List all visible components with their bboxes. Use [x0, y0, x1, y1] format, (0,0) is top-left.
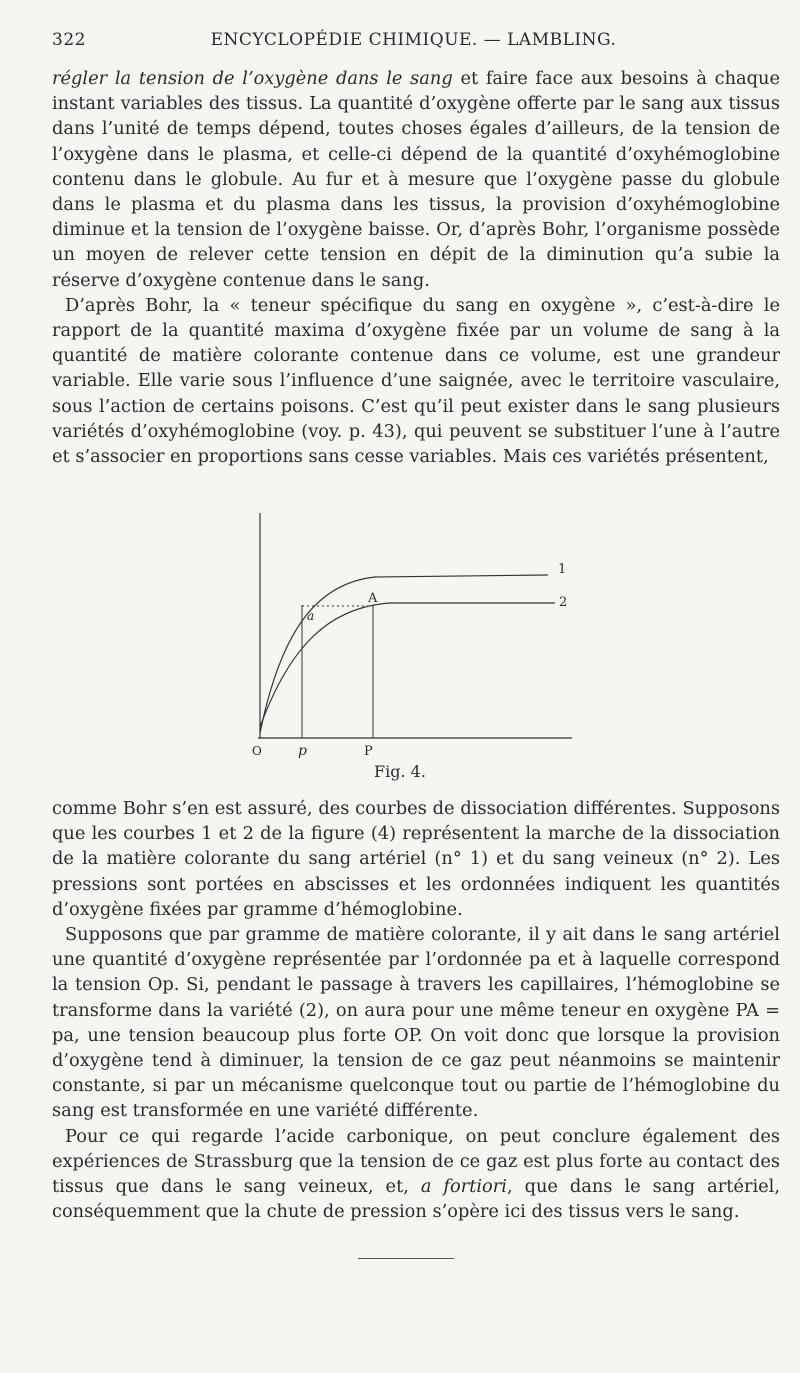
paragraph-1-italic: régler la tension de l’oxygène dans le sang: [52, 68, 453, 89]
label-origin: O: [252, 744, 262, 758]
curve-1: [260, 575, 548, 733]
label-curve-1: 1: [558, 562, 567, 577]
curve-2: [260, 603, 555, 727]
closing-rule: [358, 1258, 454, 1259]
label-curve-2: 2: [559, 595, 568, 610]
paragraph-1: [52, 66, 780, 293]
paragraph-1-text: et faire face aux besoins à chaque instant variables des tissus. La quantité d’oxygène offerte par le sang aux tissus dans l’unité de temps dépend, toutes choses égales d’ailleurs, de la tension de l’oxygène dans le plasma, et celle-ci dépend de la quantité d’oxyhémoglobine contenu dans le globule. Au fur et à mesure que l’oxygène passe du globule dans le plasma et du plasma dans les tissus, la provision d’oxyhémoglobine diminue et la tension de l’oxygène baisse. Or, d’après Bohr, l’organisme possède un moyen de relever cette tension en dépit de la diminution qu’a subie la réserve d’oxygène contenue dans le sang.: [52, 68, 781, 291]
figure-dissociation-curves: [0, 505, 800, 795]
text-block-bottom: [52, 796, 780, 1224]
label-P: P: [364, 744, 373, 759]
label-A: A: [368, 591, 378, 606]
paragraph-4: Supposons que par gramme de matière colorante, il y ait dans le sang artériel une quantité d’oxygène représentée par l’ordonnée pa et à laquelle correspond la tension Op. Si, pendant le passage à travers les capillaires, l’hémoglobine se transforme dans la variété (2), on aura pour une même teneur en oxygène PA = pa, une tension beaucoup plus forte OP. On voit donc que lorsque la provision d’oxygène tend à diminuer, la tension de ce gaz peut néanmoins se maintenir constante, si par un mécanisme quelconque tout ou partie de l’hémoglobine du sang est transformée en une variété différente.: [52, 924, 780, 1122]
running-title: ENCYCLOPÉDIE CHIMIQUE. — LAMBLING.: [210, 30, 617, 50]
paragraph-5-text-b: , que dans le sang artériel, conséquemment que la chute de pression s’opère ici des tissus vers le sang.: [52, 1176, 780, 1223]
paragraph-5-text-a: Pour ce qui regarde l’acide carbonique, on peut conclure également des expériences de Strassburg que la tension de ce gaz est plus forte au contact des tissus que dans le sang veineux, et,: [52, 1125, 780, 1198]
paragraph-5: [52, 1124, 780, 1225]
paragraph-2: D’après Bohr, la « teneur spécifique du sang en oxygène », c’est-à-dire le rapport de la quantité maxima d’oxygène fixée par un volume de sang à la quantité de matière colorante contenue dans ce volume, est une grandeur variable. Elle varie sous l’influence d’une saignée, avec le territoire vasculaire, sous l’action de certains poisons. C’est qu’il peut exister dans le sang plusieurs variétés d’oxyhémoglobine (voy. p. 43), qui peuvent se substituer l’une à l’autre et s’associer en proportions sans cesse variables. Mais ces variétés présentent,: [52, 294, 780, 468]
paragraph-3: comme Bohr s’en est assuré, des courbes de dissociation différentes. Supposons que les courbes 1 et 2 de la figure (4) représentent la marche de la dissociation de la matière colorante du sang artériel (n° 1) et du sang veineux (n° 2). Les pressions sont portées en abscisses et les ordonnées indiquent les quantités d’oxygène fixées par gramme d’hémoglobine.: [52, 798, 780, 920]
paragraph-5-italic: a fortiori: [420, 1176, 507, 1198]
page-header: [52, 30, 775, 60]
text-block-top: [52, 66, 780, 469]
page-number: 322: [52, 30, 86, 50]
figure-caption: Fig. 4.: [374, 762, 426, 781]
label-p: p: [298, 743, 307, 759]
label-a: a: [307, 609, 315, 623]
